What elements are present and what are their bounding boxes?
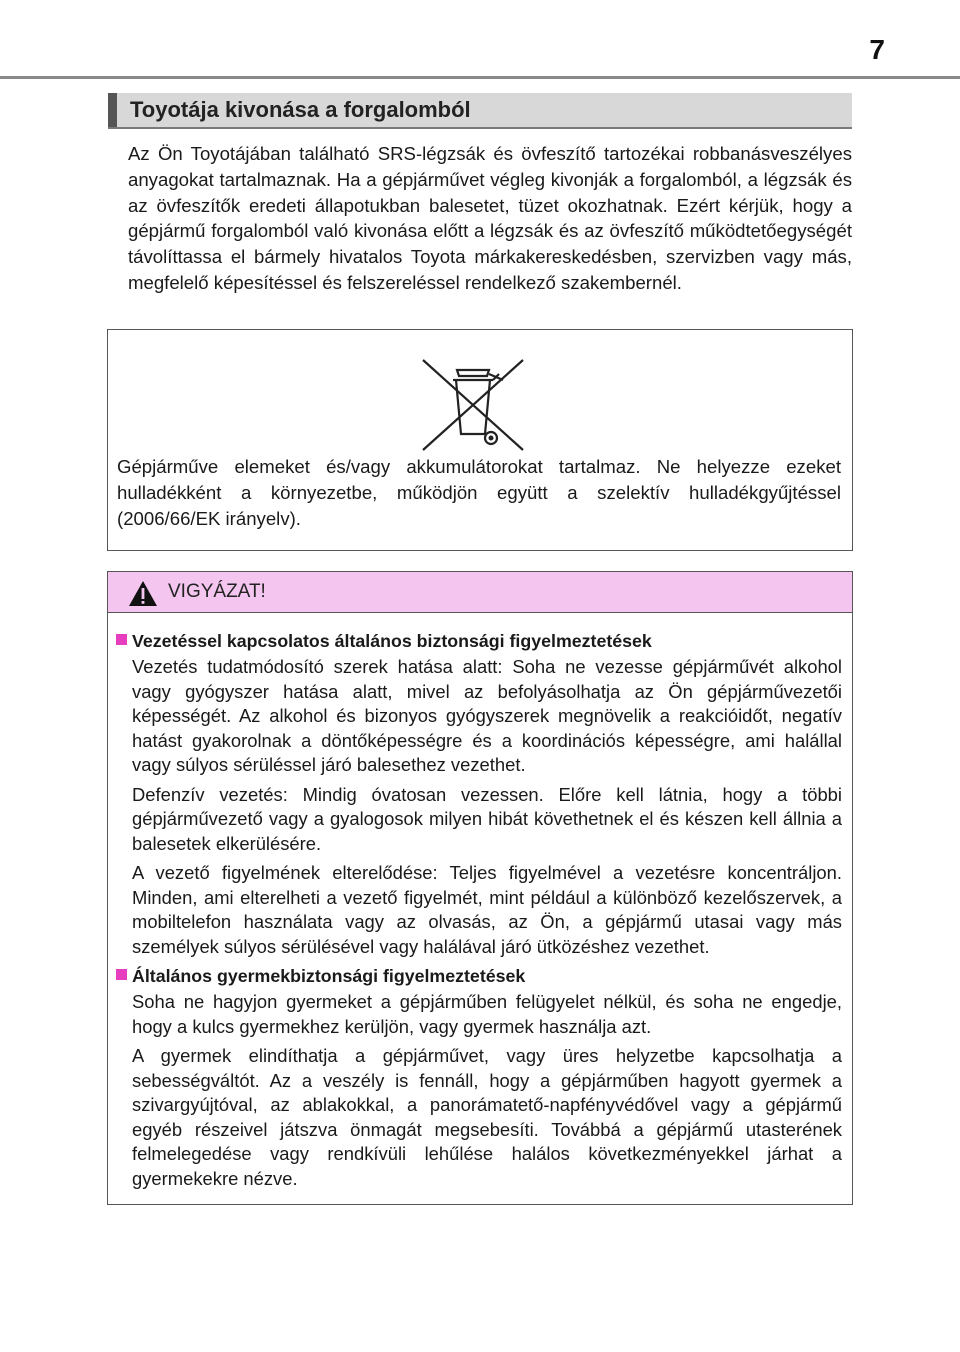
warning-title: VIGYÁZAT! [168,581,266,602]
warning-paragraph: A vezető figyelmének elterelődése: Teljes figyelmével a vezetésre koncentráljon. Minden, ami elterelheti a vezető figyelmét, mint például a különböző kezelőszervek, a mobiltelefon használata vagy az olvasás, az Ön, a gépjármű utasai vagy más személyek súlyos sérülésével vagy halálával járó ütközéshez vezethet. [132,862,842,957]
warning-heading-text: Általános gyermekbiztonsági figyelmeztetések [132,966,526,986]
warning-body [116,629,842,1196]
warning-header [108,572,852,613]
warning-paragraph: Vezetés tudatmódosító szerek hatása alatt: Soha ne vezesse gépjárművét alkohol vagy gyógyszer hatása alatt, mivel az befolyásolhatja az Ön gépjárművezetői képességét. Az alkohol és bizonyos gyógyszerek megnövelik a reakcióidőt, negatív hatást gyakorolnak a döntőképességre és a koordinációs képességre, ami halállal vagy súlyos sérüléssel járó balesethez vezethet. [132,656,842,775]
page-top-rule [0,76,960,79]
warning-box [107,571,853,1205]
bullet-square-icon [116,969,127,980]
section-header-bar [108,93,117,127]
warning-heading-text: Vezetéssel kapcsolatos általános biztonsági figyelmeztetések [132,631,652,651]
warning-heading-child-safety [116,964,842,988]
warning-triangle-icon [128,580,158,607]
warning-paragraph: Defenzív vezetés: Mindig óvatosan vezessen. Előre kell látnia, hogy a többi gépjárművezető vagy a gyalogosok milyen hibát követhetnek el és készen kell állnia a balesetek elkerülésére. [132,783,842,854]
recycling-notice-box [107,329,853,551]
section-title: Toyotája kivonása a forgalomból [130,97,471,122]
intro-paragraph: Az Ön Toyotájában található SRS-légzsák és övfeszítő tartozékai robbanásveszélyes anyagokat tartalmaznak. Ha a gépjárművet végleg kivonják a forgalomból, a légzsák és az övfeszítők eredeti állapotukban balesetet, tüzet okozhatnak. Ezért kérjük, hogy a gépjármű forgalomból való kivonása előtt a légzsák és az övfeszítő működtetőegységét távolíttassa el bármely hivatalos Toyota márkakereskedésben, szervizben vagy más, megfelelő képesítéssel és felszereléssel rendelkező szakembernél. [128,143,852,293]
warning-heading-driving [116,629,842,653]
warning-paragraph: Soha ne hagyjon gyermeket a gépjárműben felügyelet nélkül, és soha ne engedje, hogy a kulcs gyermekhez kerüljön, vagy gyermek használja azt. [132,991,842,1037]
page-number: 7 [869,34,885,65]
section-header [108,93,852,129]
bullet-square-icon [116,634,127,645]
recycling-notice-text: Gépjárműve elemeket és/vagy akkumulátorokat tartalmaz. Ne helyezze ezeket hulladékként a környezetbe, működjön együtt a szelektív hulladékgyűjtéssel (2006/66/EK irányelv). [117,456,841,529]
warning-paragraph: A gyermek elindíthatja a gépjárművet, vagy üres helyzetbe kapcsolhatja a sebességváltót. Az a veszély is fennáll, hogy a gépjárműben hagyott gyermek a szivargyújtóval, az ablakokkal, a panorámatető-napfényvédővel vagy a gépjármű egyéb részeivel játszva önmagát megsebesíti. Továbbá a gépjármű utasterének felmelegedése vagy rendkívüli lehűlése halálos következményekkel járhat a gyermekekre nézve. [132,1045,842,1189]
crossed-out-wheelie-bin-icon [421,358,525,452]
